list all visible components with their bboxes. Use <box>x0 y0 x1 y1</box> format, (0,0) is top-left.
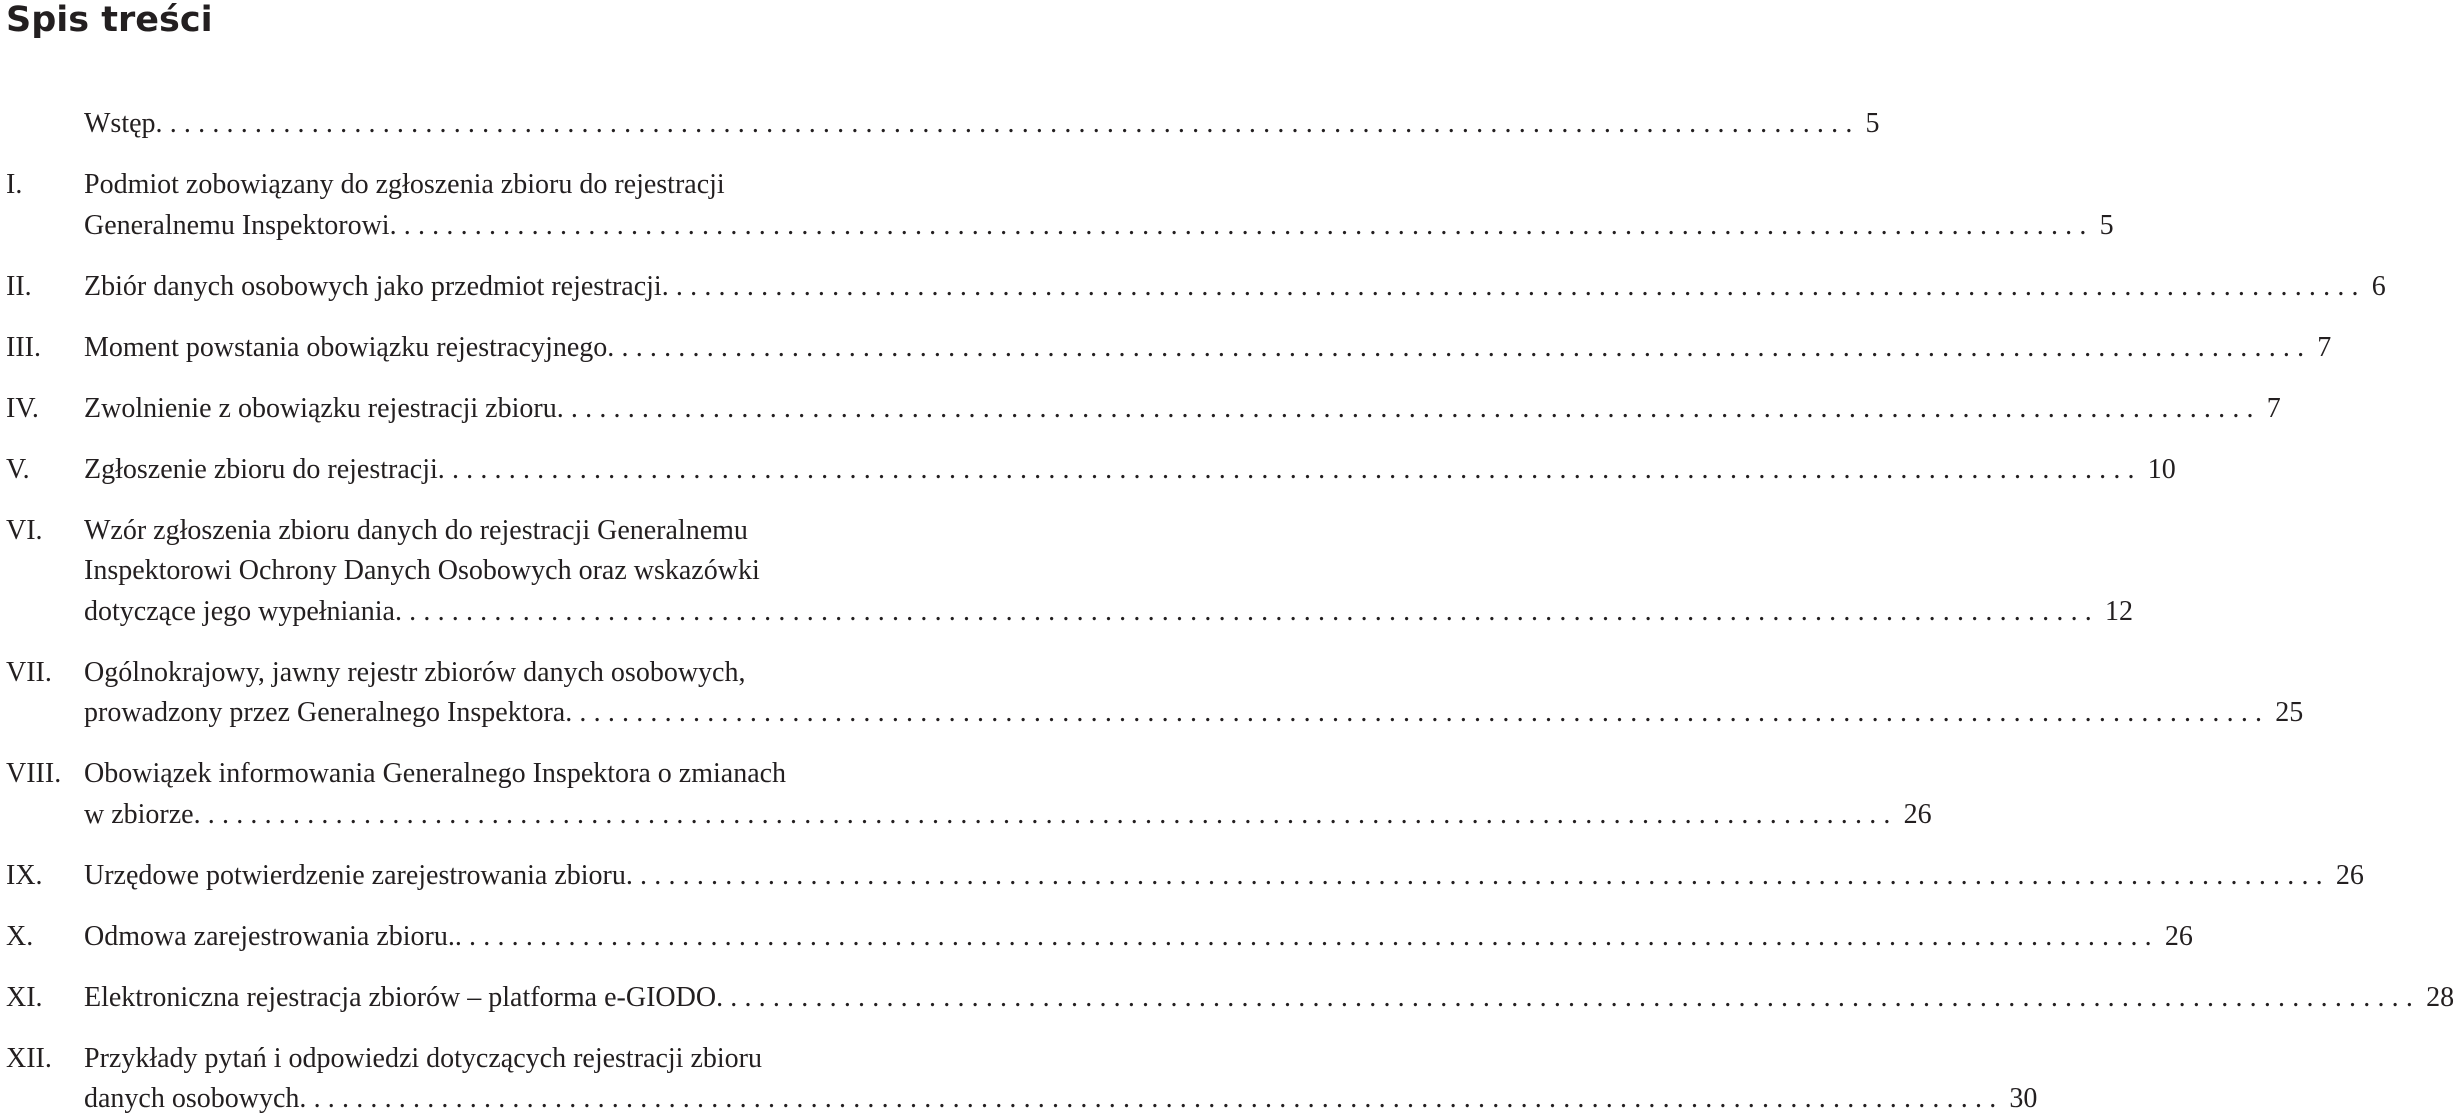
dot-leader: ........................................................................................................................ <box>716 981 2421 1013</box>
toc-entry-title-line: Podmiot zobowiązany do zgłoszenia zbioru do rejestracji <box>84 169 725 200</box>
toc-page-number: 25 <box>2275 697 2304 728</box>
toc-entry-title-line: Przykłady pytań i odpowiedzi dotyczących rejestracji zbioru <box>84 1042 762 1074</box>
page-title: Spis treści <box>6 0 213 40</box>
toc-entry-title: Zgłoszenie zbioru do rejestracji <box>84 450 438 490</box>
toc-entry-title: Generalnemu Inspektorowi <box>84 206 390 246</box>
toc-entry-title: prowadzony przez Generalnego Inspektora <box>84 693 565 733</box>
dot-leader: ........................................................................................................................ <box>299 1083 2004 1114</box>
toc-entry-number: X. <box>6 920 34 952</box>
toc-entry-number: II. <box>6 270 32 302</box>
toc-entry-title: dotyczące jego wypełniania <box>84 592 395 632</box>
toc-entry-number: VIII. <box>6 758 62 789</box>
toc-entry-title: Moment powstania obowiązku rejestracyjnego <box>84 328 607 368</box>
toc-entry-number: V. <box>6 453 30 485</box>
toc-entry-title: Wstęp <box>84 104 156 144</box>
toc-page-number: 28 <box>2426 981 2454 1013</box>
dot-leader: ........................................................................................................................ <box>193 798 1898 830</box>
toc-entry-title-line: Wzór zgłoszenia zbioru danych do rejestracji Generalnemu <box>84 514 748 546</box>
dot-leader: ........................................................................................................................ <box>389 209 2094 241</box>
toc-entry-number: VI. <box>6 514 43 546</box>
dot-leader: ........................................................................................................................ <box>565 697 2270 728</box>
toc-page-number: 26 <box>2164 920 2193 952</box>
toc-entry-number: I. <box>6 169 23 200</box>
dot-leader: ........................................................................................................................ <box>607 331 2312 363</box>
toc-entry-title: Elektroniczna rejestracja zbiorów – platforma e-GIODO <box>84 978 716 1018</box>
toc-entry-number: VII. <box>6 656 52 688</box>
toc-page-number: 12 <box>2104 595 2133 627</box>
toc-page-number: 6 <box>2371 270 2386 302</box>
toc-page-number: 5 <box>2099 209 2114 241</box>
toc-entry-number: XII. <box>6 1042 52 1074</box>
dot-leader: ........................................................................................................................ <box>556 392 2261 424</box>
toc-entry-title: Urzędowe potwierdzenie zarejestrowania zbioru <box>84 856 626 896</box>
toc-entry-title: Odmowa zarejestrowania zbioru. <box>84 917 455 957</box>
toc-entry-title-line: Ogólnokrajowy, jawny rejestr zbiorów danych osobowych, <box>84 656 746 688</box>
dot-leader: ........................................................................................................................ <box>454 920 2159 952</box>
toc-entry-title: Zwolnienie z obowiązku rejestracji zbioru <box>84 389 557 429</box>
toc-page-number: 7 <box>2266 392 2281 424</box>
toc-entry-number: IX. <box>6 859 43 891</box>
dot-leader: ........................................................................................................................ <box>661 270 2366 302</box>
toc-entry-number: IV. <box>6 392 39 424</box>
dot-leader: ........................................................................................................................ <box>155 108 1860 139</box>
toc-page-number: 7 <box>2317 331 2332 363</box>
dot-leader: ........................................................................................................................ <box>625 859 2330 891</box>
dot-leader: ........................................................................................................................ <box>394 595 2099 627</box>
toc-entry-title: danych osobowych <box>84 1079 299 1119</box>
toc-page-number: 30 <box>2009 1083 2038 1114</box>
toc-page-number: 10 <box>2147 453 2176 485</box>
toc-entry-title-line: Obowiązek informowania Generalnego Inspektora o zmianach <box>84 758 787 789</box>
toc-entry-title: w zbiorze <box>84 795 194 835</box>
toc-page-number: 26 <box>1903 798 1932 830</box>
toc-page-number: 5 <box>1865 108 1880 139</box>
toc-entry-number: III. <box>6 331 41 363</box>
dot-leader: ........................................................................................................................ <box>437 453 2142 485</box>
toc-page-number: 26 <box>2335 859 2364 891</box>
toc-entry-number: XI. <box>6 981 43 1013</box>
toc-entry-title-line: Inspektorowi Ochrony Danych Osobowych oraz wskazówki <box>84 555 760 586</box>
toc-entry-title: Zbiór danych osobowych jako przedmiot rejestracji <box>84 267 662 307</box>
